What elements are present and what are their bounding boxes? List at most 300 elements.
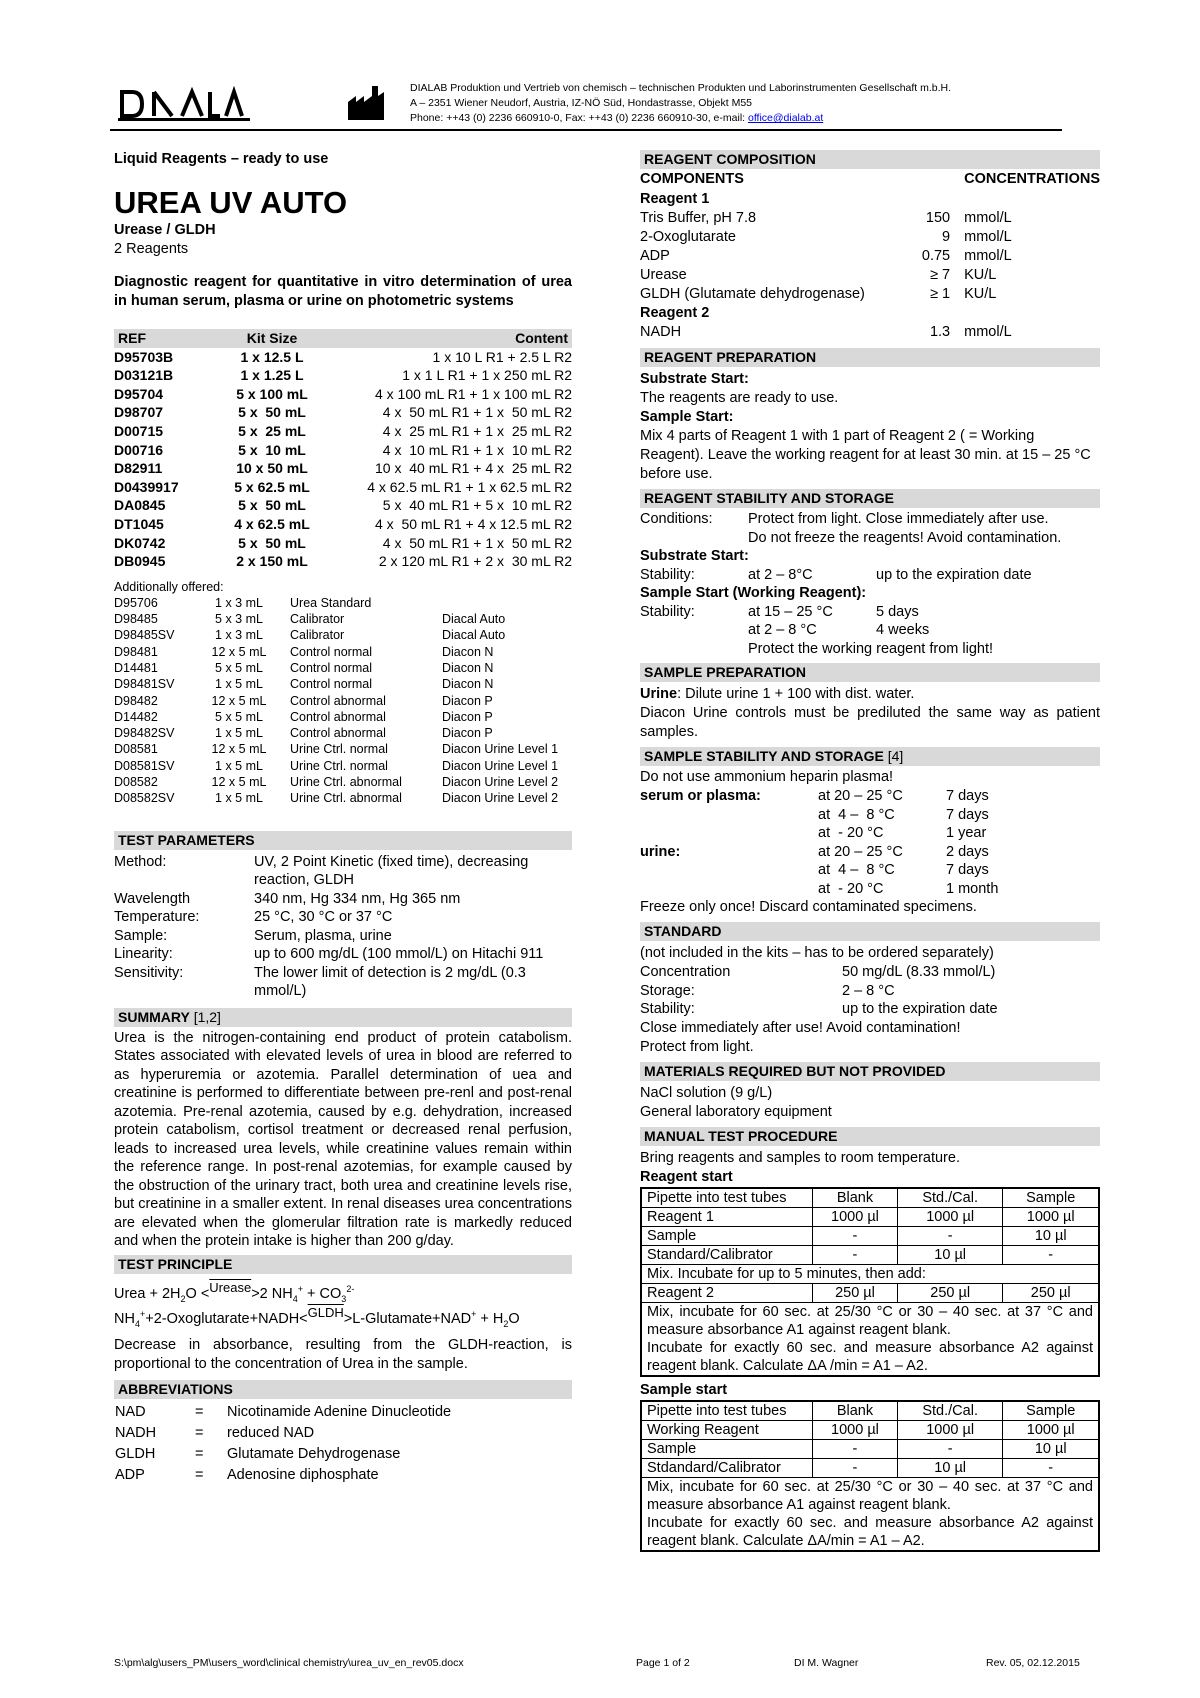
procedure-volume: 10 µl xyxy=(897,1458,1002,1477)
ref-code: DK0742 xyxy=(114,534,166,551)
add-name: Diacon N xyxy=(442,660,494,675)
add-ref: D08582SV xyxy=(114,791,175,806)
summary-text: Urea is the nitrogen-containing end product of protein catabolism. States associated with elevated levels of urea in blood are referred to as hyperuremia or azotemia. Parallel determination of uea and creatinine is performed to differentiate between pre-renl and post-renal azotemia. Pre-renal azotemia, caused by e.g. dehydration, increased protein catabolism, cortisol treatment or decreased renal perfusion, leads to increased urea levels, while creatinine values remain within the reference range. In post-renal azotemias, for example caused by the obstruction of the urinary tract, both urea and creatinine levels rise, but creatinine in a smaller extent. In renal diseases urea concentrations are elevated when the glomerular filtration rate is markedly reduced and when the protein intake is higher than 200 g/day. xyxy=(114,1029,572,1250)
eq1-co-sub: 3 xyxy=(341,1293,347,1304)
storage-temp: at 20 – 25 °C xyxy=(818,843,903,860)
sample-stability-table xyxy=(640,787,998,898)
ref-row xyxy=(114,515,572,534)
reagent-start-table xyxy=(640,1187,1100,1377)
procedure-volume: - xyxy=(813,1226,898,1245)
ref-table xyxy=(114,329,572,571)
add-name: Diacal Auto xyxy=(442,628,506,643)
dialab-logo xyxy=(118,86,250,122)
procedure-step: Working Reagent xyxy=(641,1420,813,1439)
eq2-left: NH xyxy=(114,1310,135,1327)
test-parameters-table xyxy=(114,853,572,1001)
add-size: 12 x 5 mL xyxy=(211,742,267,757)
materials-heading: MATERIALS REQUIRED BUT NOT PROVIDED xyxy=(640,1062,1100,1081)
add-size: 1 x 3 mL xyxy=(215,595,263,610)
abbreviation-row xyxy=(114,1465,452,1486)
component-amount: ≥ 7 xyxy=(930,267,951,283)
additional-products-table xyxy=(114,595,572,807)
principle-text: Decrease in absorbance, resulting from the GLDH-reaction, is proportional to the concentration of Urea in the sample. xyxy=(114,1336,572,1372)
conditions-text-2: Do not freeze the reagents! Avoid contamination. xyxy=(748,529,1062,546)
ref-header: REF xyxy=(114,329,212,348)
composition-heading: REAGENT COMPOSITION xyxy=(640,150,1100,169)
abbreviation-meaning: Glutamate Dehydrogenase xyxy=(227,1445,401,1462)
ref-code: DT1045 xyxy=(114,515,164,532)
preparation-heading: REAGENT PREPARATION xyxy=(640,348,1100,367)
abbreviation: ADP xyxy=(115,1466,145,1483)
kit-size: 5 x 50 mL xyxy=(238,497,306,514)
standard-label: Concentration xyxy=(640,964,731,980)
composition-row xyxy=(640,247,1100,266)
ref-code: D03121B xyxy=(114,367,174,384)
ref-code: D00715 xyxy=(114,422,164,439)
parameter-label: Wavelength xyxy=(114,890,191,907)
sample-start-table xyxy=(640,1400,1100,1552)
add-ref: D14482 xyxy=(114,709,158,724)
add-ref: D08582 xyxy=(114,774,158,789)
procedure-volume: Blank xyxy=(813,1188,898,1208)
storage-duration: 2 days xyxy=(946,843,989,860)
procedure-volume: Std./Cal. xyxy=(897,1401,1002,1421)
test-parameter-row xyxy=(114,890,572,909)
add-name: Diacon P xyxy=(442,693,493,708)
abbreviation-equals: = xyxy=(195,1466,204,1483)
eq1-nh-sub: 4 xyxy=(292,1293,298,1304)
procedure-row xyxy=(641,1226,1099,1245)
procedure-volume: Sample xyxy=(1003,1401,1099,1421)
abbreviation-row xyxy=(114,1423,452,1444)
storage-temp: at 4 – 8 °C xyxy=(818,862,895,878)
abbreviation-equals: = xyxy=(195,1403,204,1420)
standard-row xyxy=(640,963,998,982)
procedure-row xyxy=(641,1458,1099,1477)
kit-size: 5 x 50 mL xyxy=(238,534,306,551)
concentrations-label: CONCENTRATIONS xyxy=(964,171,1100,187)
parameter-label: Sensitivity: xyxy=(114,964,184,981)
add-ref: D08581 xyxy=(114,742,158,757)
standard-close: Close immediately after use! Avoid contamination! xyxy=(640,1019,961,1036)
stability-heading: REAGENT STABILITY AND STORAGE xyxy=(640,489,1100,508)
eq1-nh-sup: + xyxy=(297,1283,304,1294)
procedure-volume: Std./Cal. xyxy=(897,1188,1002,1208)
eq2-end: O xyxy=(508,1310,520,1327)
procedure-volume: 1000 µl xyxy=(897,1207,1002,1226)
header-divider xyxy=(110,129,1062,131)
sample-stability-row xyxy=(640,806,998,825)
component-unit: mmol/L xyxy=(964,229,1012,245)
additional-product-row xyxy=(114,774,572,790)
add-ref: D98482 xyxy=(114,693,158,708)
procedure-volume: 10 µl xyxy=(897,1245,1002,1264)
storage-duration: 7 days xyxy=(946,862,989,878)
storage-duration: 7 days xyxy=(946,806,989,823)
add-size: 1 x 3 mL xyxy=(215,628,263,643)
component-unit: mmol/L xyxy=(964,248,1012,264)
additional-product-row xyxy=(114,790,572,806)
stab-sample-stability-label: Stability: xyxy=(640,603,695,620)
company-line2: A – 2351 Wiener Neudorf, Austria, IZ-NÖ Süd, Hondastrasse, Objekt M55 xyxy=(410,97,752,109)
stab-protect-text: Protect the working reagent from light! xyxy=(748,640,994,657)
procedure-step: Sample xyxy=(641,1226,813,1245)
materials-item-1: NaCl solution (9 g/L) xyxy=(640,1084,773,1101)
kit-size: 1 x 1.25 L xyxy=(240,367,304,384)
empty-cell xyxy=(640,861,818,880)
ref-row xyxy=(114,478,572,497)
kit-content: 10 x 40 mL R1 + 4 x 25 mL R2 xyxy=(374,460,572,477)
content-header: Content xyxy=(332,329,572,348)
procedure-volume: Blank xyxy=(813,1401,898,1421)
add-name: Diacon N xyxy=(442,677,494,692)
component-amount: 150 xyxy=(925,210,951,226)
parameter-value: The lower limit of detection is 2 mg/dL (0.3 mmol/L) xyxy=(254,964,526,1000)
procedure-volume: - xyxy=(1003,1245,1099,1264)
component-unit: mmol/L xyxy=(964,324,1012,340)
heparin-text: Do not use ammonium heparin plasma! xyxy=(640,769,894,785)
standard-row xyxy=(640,982,998,1001)
parameter-label: Temperature: xyxy=(114,909,200,926)
procedure-note-2: Incubate for exactly 60 sec. and measure absorbance A2 against reagent blank. Calculate ΔA /min = A1 – A2. xyxy=(647,1339,1093,1374)
urine-dilution xyxy=(640,685,1100,704)
manual-intro: Bring reagents and samples to room temperature. xyxy=(640,1149,960,1166)
additional-product-row xyxy=(114,741,572,757)
procedure-volume: 10 µl xyxy=(1003,1439,1099,1458)
add-ref: D98485 xyxy=(114,612,158,627)
stab-sample-temp-1: at 15 – 25 °C xyxy=(748,603,833,620)
add-ref: D98482SV xyxy=(114,726,175,741)
procedure-volume: Sample xyxy=(1003,1188,1099,1208)
footer-author: DI M. Wagner xyxy=(794,1657,859,1669)
component-unit: KU/L xyxy=(964,286,997,302)
add-name: Diacon P xyxy=(442,726,493,741)
eq2-tail: + H xyxy=(476,1310,504,1327)
add-size: 5 x 3 mL xyxy=(215,612,263,627)
additional-product-row xyxy=(114,660,572,676)
composition-table xyxy=(640,169,1100,342)
sample-prep-text: Diacon Urine controls must be prediluted the same way as patient samples. xyxy=(640,705,1100,740)
add-product: Control normal xyxy=(290,660,372,675)
kit-size: 5 x 50 mL xyxy=(238,404,306,421)
test-parameter-row xyxy=(114,853,572,890)
sample-stability-heading xyxy=(640,747,1100,766)
equation-urease xyxy=(114,1279,572,1306)
additional-product-row xyxy=(114,644,572,660)
reagent-start-label: Reagent start xyxy=(640,1168,733,1185)
eq2-nad-sup: + xyxy=(471,1308,477,1319)
email-link[interactable]: office@dialab.at xyxy=(747,112,824,124)
ref-row xyxy=(114,366,572,385)
kit-content: 2 x 120 mL R1 + 2 x 30 mL R2 xyxy=(378,553,572,570)
storage-temp: at - 20 °C xyxy=(818,880,884,897)
sample-start-label: Sample start xyxy=(640,1381,728,1398)
procedure-note-row xyxy=(641,1477,1099,1551)
add-product: Control abnormal xyxy=(290,726,386,741)
abbreviation: GLDH xyxy=(115,1445,156,1462)
procedure-step: Sample xyxy=(641,1439,813,1458)
ref-row xyxy=(114,403,572,422)
ref-row xyxy=(114,422,572,441)
standard-table xyxy=(640,963,998,1019)
ref-code: D98707 xyxy=(114,404,164,421)
standard-label: Storage: xyxy=(640,982,695,999)
additional-product-row xyxy=(114,725,572,741)
ref-row xyxy=(114,552,572,571)
reagent2-label: Reagent 2 xyxy=(640,305,710,321)
add-ref: D98485SV xyxy=(114,628,175,643)
abbreviation-equals: = xyxy=(195,1445,204,1462)
component-unit: KU/L xyxy=(964,267,997,283)
add-size: 1 x 5 mL xyxy=(215,677,263,692)
standard-value: 2 – 8 °C xyxy=(842,982,895,999)
add-product: Urine Ctrl. abnormal xyxy=(290,774,402,789)
manufacturer-icon xyxy=(346,82,386,122)
procedure-row xyxy=(641,1283,1099,1302)
standard-label: Stability: xyxy=(640,1001,695,1017)
add-product: Urine Ctrl. abnormal xyxy=(290,791,402,806)
eq1-mid: O < xyxy=(185,1285,210,1302)
procedure-volume: - xyxy=(813,1439,898,1458)
test-principle-heading: TEST PRINCIPLE xyxy=(114,1255,572,1274)
additional-product-row xyxy=(114,758,572,774)
ref-code: D95703B xyxy=(114,348,174,365)
sample-prep-heading: SAMPLE PREPARATION xyxy=(640,663,1100,682)
composition-row xyxy=(640,323,1100,342)
eq2-right: >L-Glutamate+NAD xyxy=(343,1310,472,1327)
procedure-step: Pipette into test tubes xyxy=(641,1188,813,1208)
kit-content: 4 x 50 mL R1 + 4 x 12.5 mL R2 xyxy=(374,515,572,532)
eq1-co-sup: 2- xyxy=(346,1283,355,1294)
procedure-volume: 1000 µl xyxy=(1003,1420,1099,1439)
add-size: 1 x 5 mL xyxy=(215,791,263,806)
reagent-count: 2 Reagents xyxy=(114,241,189,257)
procedure-volume: 250 µl xyxy=(897,1283,1002,1302)
additional-product-row xyxy=(114,709,572,725)
storage-duration: 1 year xyxy=(946,825,987,841)
manual-procedure-heading: MANUAL TEST PROCEDURE xyxy=(640,1127,1100,1146)
stab-substrate-stability-label: Stability: xyxy=(640,566,695,583)
add-product: Control abnormal xyxy=(290,693,386,708)
left-column xyxy=(114,150,572,1486)
ref-row xyxy=(114,441,572,460)
parameter-label: Method: xyxy=(114,853,167,870)
kit-size: 1 x 12.5 L xyxy=(240,348,304,365)
right-column xyxy=(640,150,1100,1552)
add-ref: D98481 xyxy=(114,644,158,659)
ref-code: DB0945 xyxy=(114,553,166,570)
procedure-volume: - xyxy=(1003,1458,1099,1477)
additional-product-row xyxy=(114,595,572,611)
additional-product-row xyxy=(114,693,572,709)
prep-substrate-text: The reagents are ready to use. xyxy=(640,390,839,406)
add-name: Diacon Urine Level 1 xyxy=(442,758,559,773)
add-product: Urine Ctrl. normal xyxy=(290,758,388,773)
stab-sample-label: Sample Start (Working Reagent): xyxy=(640,585,867,601)
additional-product-row xyxy=(114,627,572,643)
add-ref: D98481SV xyxy=(114,677,175,692)
procedure-step: Pipette into test tubes xyxy=(641,1401,813,1421)
abbreviation-meaning: reduced NAD xyxy=(227,1424,315,1441)
standard-note: (not included in the kits – has to be ordered separately) xyxy=(640,945,994,961)
procedure-volume: 1000 µl xyxy=(813,1207,898,1226)
summary-ref: [1,2] xyxy=(189,1008,221,1025)
eq1-tail: + CO xyxy=(303,1285,342,1302)
sample-stability-row xyxy=(640,880,998,899)
tagline: Liquid Reagents – ready to use xyxy=(114,151,329,167)
ref-row xyxy=(114,459,572,478)
add-product: Urine Ctrl. normal xyxy=(290,742,388,757)
test-parameter-row xyxy=(114,945,572,964)
contact-numbers: Phone: ++43 (0) 2236 660910-0, Fax: ++43 (0) 2236 660910-30, e-mail: xyxy=(410,112,748,124)
stab-substrate-temp: at 2 – 8°C xyxy=(748,566,813,583)
component-unit: mmol/L xyxy=(964,210,1012,226)
conditions-label: Conditions: xyxy=(640,511,713,527)
ref-row xyxy=(114,534,572,553)
components-label: COMPONENTS xyxy=(640,171,744,187)
standard-protect: Protect from light. xyxy=(640,1038,754,1055)
add-name xyxy=(442,595,572,611)
storage-temp: at - 20 °C xyxy=(818,825,884,841)
footer-page: Page 1 of 2 xyxy=(636,1657,690,1669)
ref-table-header xyxy=(114,329,572,348)
add-name: Diacon N xyxy=(442,644,494,659)
procedure-row xyxy=(641,1401,1099,1421)
standard-row xyxy=(640,1000,998,1019)
stab-substrate-label: Substrate Start: xyxy=(640,548,749,564)
ref-row xyxy=(114,385,572,404)
stab-sample-value-1: 5 days xyxy=(876,603,919,620)
product-subtitle: Urease / GLDH xyxy=(114,222,216,238)
storage-duration: 1 month xyxy=(946,880,999,897)
equation-gldh xyxy=(114,1306,572,1332)
company-info xyxy=(410,81,1070,126)
sample-stability-row xyxy=(640,861,998,880)
footer-revision: Rev. 05, 02.12.2015 xyxy=(986,1657,1080,1669)
composition-row xyxy=(640,228,1100,247)
eq1-left: Urea + 2H xyxy=(114,1285,181,1302)
prep-substrate-label: Substrate Start: xyxy=(640,371,749,387)
kit-content: 4 x 62.5 mL R1 + 1 x 62.5 mL R2 xyxy=(367,478,572,495)
abbreviation-row xyxy=(114,1402,452,1423)
procedure-note-row xyxy=(641,1302,1099,1376)
procedure-volume: - xyxy=(897,1226,1002,1245)
conditions-text-1: Protect from light. Close immediately after use. xyxy=(748,511,1049,527)
abbreviation: NAD xyxy=(115,1403,146,1420)
ref-code: D00716 xyxy=(114,441,164,458)
procedure-row xyxy=(641,1439,1099,1458)
urine-storage-label: urine: xyxy=(640,843,681,860)
sample-stability-row xyxy=(640,843,998,862)
add-product: Control normal xyxy=(290,677,372,692)
procedure-row xyxy=(641,1420,1099,1439)
procedure-volume: 1000 µl xyxy=(1003,1207,1099,1226)
add-product: Urea Standard xyxy=(290,595,372,610)
procedure-note-row xyxy=(641,1264,1099,1283)
company-line1: DIALAB Produktion und Vertrieb von chemisch – technischen Produkten und Laborinstrumenten Gesellschaft m.b.H. xyxy=(410,82,952,94)
kit-size-header: Kit Size xyxy=(212,329,332,348)
ref-code: D0439917 xyxy=(114,478,179,495)
empty-cell xyxy=(640,880,818,899)
test-parameters-heading: TEST PARAMETERS xyxy=(114,831,572,850)
add-ref: D95706 xyxy=(114,595,158,610)
composition-row xyxy=(640,209,1100,228)
stab-sample-value-2: 4 weeks xyxy=(876,622,930,638)
stab-substrate-value: up to the expiration date xyxy=(876,566,1032,583)
kit-size: 5 x 25 mL xyxy=(238,422,306,439)
kit-content: 4 x 100 mL R1 + 1 x 100 mL R2 xyxy=(374,385,572,402)
summary-title: SUMMARY xyxy=(118,1008,190,1025)
add-product: Control abnormal xyxy=(290,709,386,724)
procedure-mix-note: Mix. Incubate for up to 5 minutes, then add: xyxy=(641,1264,1099,1283)
kit-size: 4 x 62.5 mL xyxy=(234,515,310,532)
serum-plasma-label: serum or plasma: xyxy=(640,788,761,804)
procedure-row xyxy=(641,1207,1099,1226)
add-product: Control normal xyxy=(290,644,372,659)
component-name: 2-Oxoglutarate xyxy=(640,229,736,245)
empty-cell xyxy=(640,806,818,825)
kit-size: 5 x 10 mL xyxy=(238,441,306,458)
footer-path: S:\pm\alg\users_PM\users_word\clinical chemistry\urea_uv_en_rev05.docx xyxy=(114,1657,464,1669)
test-parameter-row xyxy=(114,908,572,927)
parameter-value: Serum, plasma, urine xyxy=(254,927,392,944)
abbreviation-row xyxy=(114,1444,452,1465)
ref-code: D82911 xyxy=(114,460,163,477)
ref-code: DA0845 xyxy=(114,497,166,514)
add-name: Diacal Auto xyxy=(442,612,506,627)
eq1-sub: 2 xyxy=(180,1293,186,1304)
add-size: 12 x 5 mL xyxy=(211,644,267,659)
composition-row xyxy=(640,266,1100,285)
add-name: Diacon Urine Level 2 xyxy=(442,774,559,789)
add-size: 5 x 5 mL xyxy=(215,709,263,724)
kit-content: 4 x 25 mL R1 + 1 x 25 mL R2 xyxy=(382,422,572,439)
procedure-volume: 250 µl xyxy=(1003,1283,1099,1302)
procedure-note-1: Mix, incubate for 60 sec. at 25/30 °C or 30 – 40 sec. at 37 °C and measure absorbance A1 against reagent blank. xyxy=(647,1478,1093,1513)
procedure-volume: - xyxy=(813,1245,898,1264)
materials-item-2: General laboratory equipment xyxy=(640,1103,832,1120)
procedure-incubation-notes xyxy=(641,1302,1099,1376)
component-amount: 1.3 xyxy=(929,324,951,340)
parameter-value: 340 nm, Hg 334 nm, Hg 365 nm xyxy=(254,890,461,907)
procedure-volume: 250 µl xyxy=(813,1283,898,1302)
procedure-incubation-notes xyxy=(641,1477,1099,1551)
stability-table xyxy=(640,510,1061,658)
eq2-sup: + xyxy=(139,1308,146,1319)
eq1-enzyme: Urease xyxy=(209,1279,252,1295)
component-amount: ≥ 1 xyxy=(930,286,951,302)
kit-size: 2 x 150 mL xyxy=(236,553,308,570)
additional-product-row xyxy=(114,611,572,627)
kit-content: 1 x 1 L R1 + 1 x 250 mL R2 xyxy=(402,367,572,384)
kit-content: 4 x 50 mL R1 + 1 x 50 mL R2 xyxy=(382,534,572,551)
component-amount: 9 xyxy=(942,229,951,245)
procedure-volume: - xyxy=(897,1439,1002,1458)
kit-content: 1 x 10 L R1 + 2.5 L R2 xyxy=(432,348,572,365)
procedure-volume: 1000 µl xyxy=(813,1420,898,1439)
parameter-value: up to 600 mg/dL (100 mmol/L) on Hitachi 911 xyxy=(254,946,544,963)
stab-sample-temp-2: at 2 – 8 °C xyxy=(748,622,817,638)
procedure-volume: 1000 µl xyxy=(897,1420,1002,1439)
add-size: 12 x 5 mL xyxy=(211,774,267,789)
standard-value: up to the expiration date xyxy=(842,1001,998,1017)
add-product: Calibrator xyxy=(290,612,345,627)
add-name: Diacon Urine Level 1 xyxy=(442,742,559,757)
empty-cell xyxy=(640,824,818,843)
component-name: NADH xyxy=(640,324,682,340)
procedure-note-2: Incubate for exactly 60 sec. and measure absorbance A2 against reagent blank. Calculate ΔA/min = A1 – A2. xyxy=(647,1514,1093,1549)
sample-stability-row xyxy=(640,787,998,806)
